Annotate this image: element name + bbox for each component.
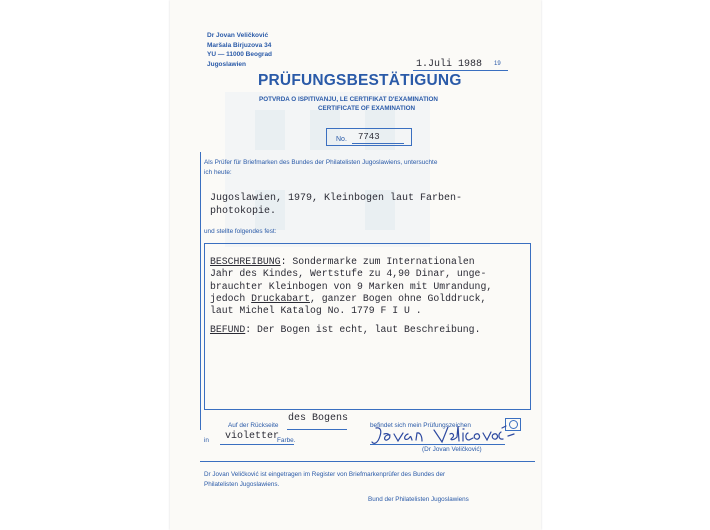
description-line-5: laut Michel Katalog No. 1779 F I U . xyxy=(210,305,422,317)
description-line-1: : Sondermarke zum Internationalen xyxy=(280,256,475,267)
margin-rule xyxy=(200,152,201,430)
backside-middle: befindet sich mein Prüfungszeichen xyxy=(370,422,471,429)
intro-line-2: ich heute: xyxy=(204,169,232,176)
description-line-2: Jahr des Kindes, Wertstufe zu 4,90 Dinar, unge- xyxy=(210,268,487,280)
footer-line-2: Philatelisten Jugoslawiens. xyxy=(204,481,280,488)
sender-country: Jugoslawien xyxy=(207,61,247,68)
page-title: PRÜFUNGSBESTÄTIGUNG xyxy=(258,72,462,89)
description-label: BESCHREIBUNG xyxy=(210,256,281,267)
signature-rule xyxy=(370,444,505,445)
footer-line-1: Dr Jovan Veličković ist eingetragen im Register von Briefmarkenprüfer des Bundes der xyxy=(204,471,446,478)
description-line-3: brauchter Kleinbogen von 9 Marken mit Umrandung, xyxy=(210,280,493,292)
sender-city: YU — 11000 Beograd xyxy=(207,51,273,58)
intro-line-1: Als Prüfer für Briefmarken des Bundes der Philatelisten Jugoslawiens, untersuchte xyxy=(204,159,438,166)
verdict-text: : Der Bogen ist echt, laut Beschreibung. xyxy=(245,324,481,335)
subtitle-line-1: POTVRDA O ISPITIVANJU, LE CERTIFIKAT D'EXAMINATION xyxy=(259,96,438,103)
sender-street: Maršala Birjuzova 34 xyxy=(207,42,272,49)
description-line-4c: , ganzer Bogen ohne Golddruck, xyxy=(309,292,487,304)
sender-name: Dr Jovan Veličković xyxy=(207,32,269,39)
examined-item-line-2: photokopie. xyxy=(210,206,277,217)
subtitle-line-2: CERTIFICATE OF EXAMINATION xyxy=(318,105,416,112)
description-line-4b: Druckabart xyxy=(251,292,310,304)
date-rule xyxy=(413,70,508,71)
verdict-label: BEFUND xyxy=(210,324,246,335)
issuer-name: Bund der Philatelisten Jugoslawiens xyxy=(368,496,469,503)
description-block xyxy=(210,256,492,317)
date-value: 1.Juli 1988 xyxy=(416,59,483,70)
signer-name: (Dr Jovan Veličković) xyxy=(422,446,482,453)
backside-prefix: Auf der Rückseite xyxy=(228,422,279,429)
verdict-line xyxy=(210,324,480,335)
bleed-through-shadow xyxy=(255,110,285,150)
certificate-number-label: No. xyxy=(336,136,347,143)
in-label: in xyxy=(204,437,209,444)
findings-intro: und stellte folgendes fest: xyxy=(204,228,277,235)
typed-color: violetter xyxy=(225,431,280,442)
date-suffix: 19 xyxy=(494,61,501,67)
typed-object: des Bogens xyxy=(288,413,349,424)
object-rule xyxy=(287,429,347,430)
examined-item-line-1: Jugoslawien, 1979, Kleinbogen laut Farben- xyxy=(210,193,463,204)
certificate-sheet xyxy=(170,0,541,530)
description-line-4a: jedoch xyxy=(210,292,252,304)
certificate-number-rule xyxy=(352,143,404,144)
certificate-number-value: 7743 xyxy=(358,132,380,142)
color-rule xyxy=(220,444,294,445)
color-suffix: Farbe. xyxy=(277,437,296,444)
footer-rule xyxy=(200,461,535,462)
